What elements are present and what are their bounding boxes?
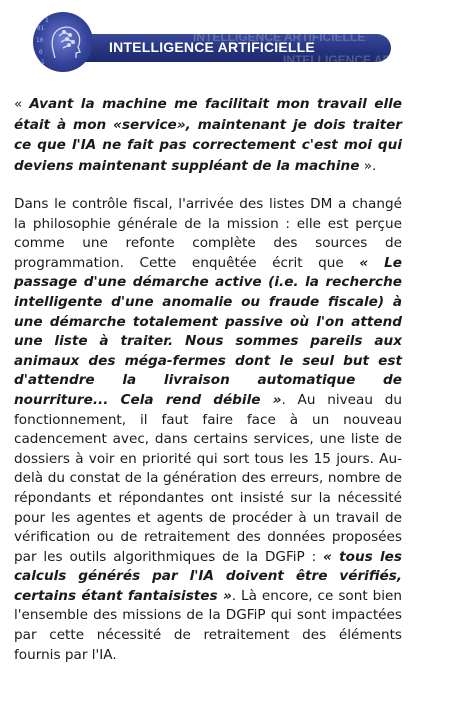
pull-quote	[14, 94, 402, 176]
ai-head-icon	[33, 12, 93, 72]
svg-text:10: 10	[36, 37, 44, 44]
quote-open: «	[14, 96, 30, 112]
svg-text:01: 01	[37, 25, 45, 32]
section-title: INTELLIGENCE ARTIFICIELLE	[109, 39, 315, 55]
banner-watermark: INTELLIGENCE ARTIFICIELLE	[283, 53, 455, 67]
inline-quote: « Le passage d'une démarche active (i.e. la recherche intelligente d'une anomalie ou fraude fiscale) à une démarche totalement passive où l'on attend une liste à traiter. Nous sommes pareils aux animaux des méga-fermes dont le seul but est d'attendre la livraison automatique de nourriture... Cela rend débile »	[14, 254, 402, 408]
body-text: Dans le contrôle fiscal, l'arrivée des listes DM a changé la philosophie générale de la mission : elle est perçue comme une refonte complète des sources de programmation. Cette enquêtée écrit que	[14, 196, 402, 271]
svg-text:0: 0	[39, 49, 43, 56]
quote-close: ».	[359, 157, 377, 174]
svg-text:1: 1	[45, 17, 49, 24]
section-banner	[33, 12, 455, 72]
quote-text: Avant la machine me facilitait mon travail elle était à mon «service», maintenant je dois traiter ce que l'IA ne fait pas correctement c'est moi qui deviens maintenant suppléant de la machine	[14, 96, 402, 174]
body-paragraph	[14, 195, 402, 665]
banner-watermark: INTELLIGENCE ARTIFICIELLE	[193, 30, 366, 44]
body-text: . Au niveau du fonctionnement, il faut faire face à un nouveau cadencement avec, dans certains services, une liste de dossiers à voir en priorité qui sort tous les 15 jours. Au-delà du constat de la génération des erreurs, nombre de répondants et répondantes ont insisté sur la nécessité pour les agentes et agents de procéder à un travail de vérification ou de retraitement des données proposées par les outils algorithmiques de la DGFiP :	[14, 391, 402, 565]
inline-quote: « tous les calculs générés par l'IA doivent être vérifiés, certains étant fantaisistes »	[14, 548, 402, 604]
body-text: . Là encore, ce sont bien l'ensemble des missions de la DGFiP qui sont impactées par cette nécessité de retraitement des éléments fournis par l'IA.	[14, 587, 402, 663]
svg-text:1: 1	[41, 59, 45, 66]
